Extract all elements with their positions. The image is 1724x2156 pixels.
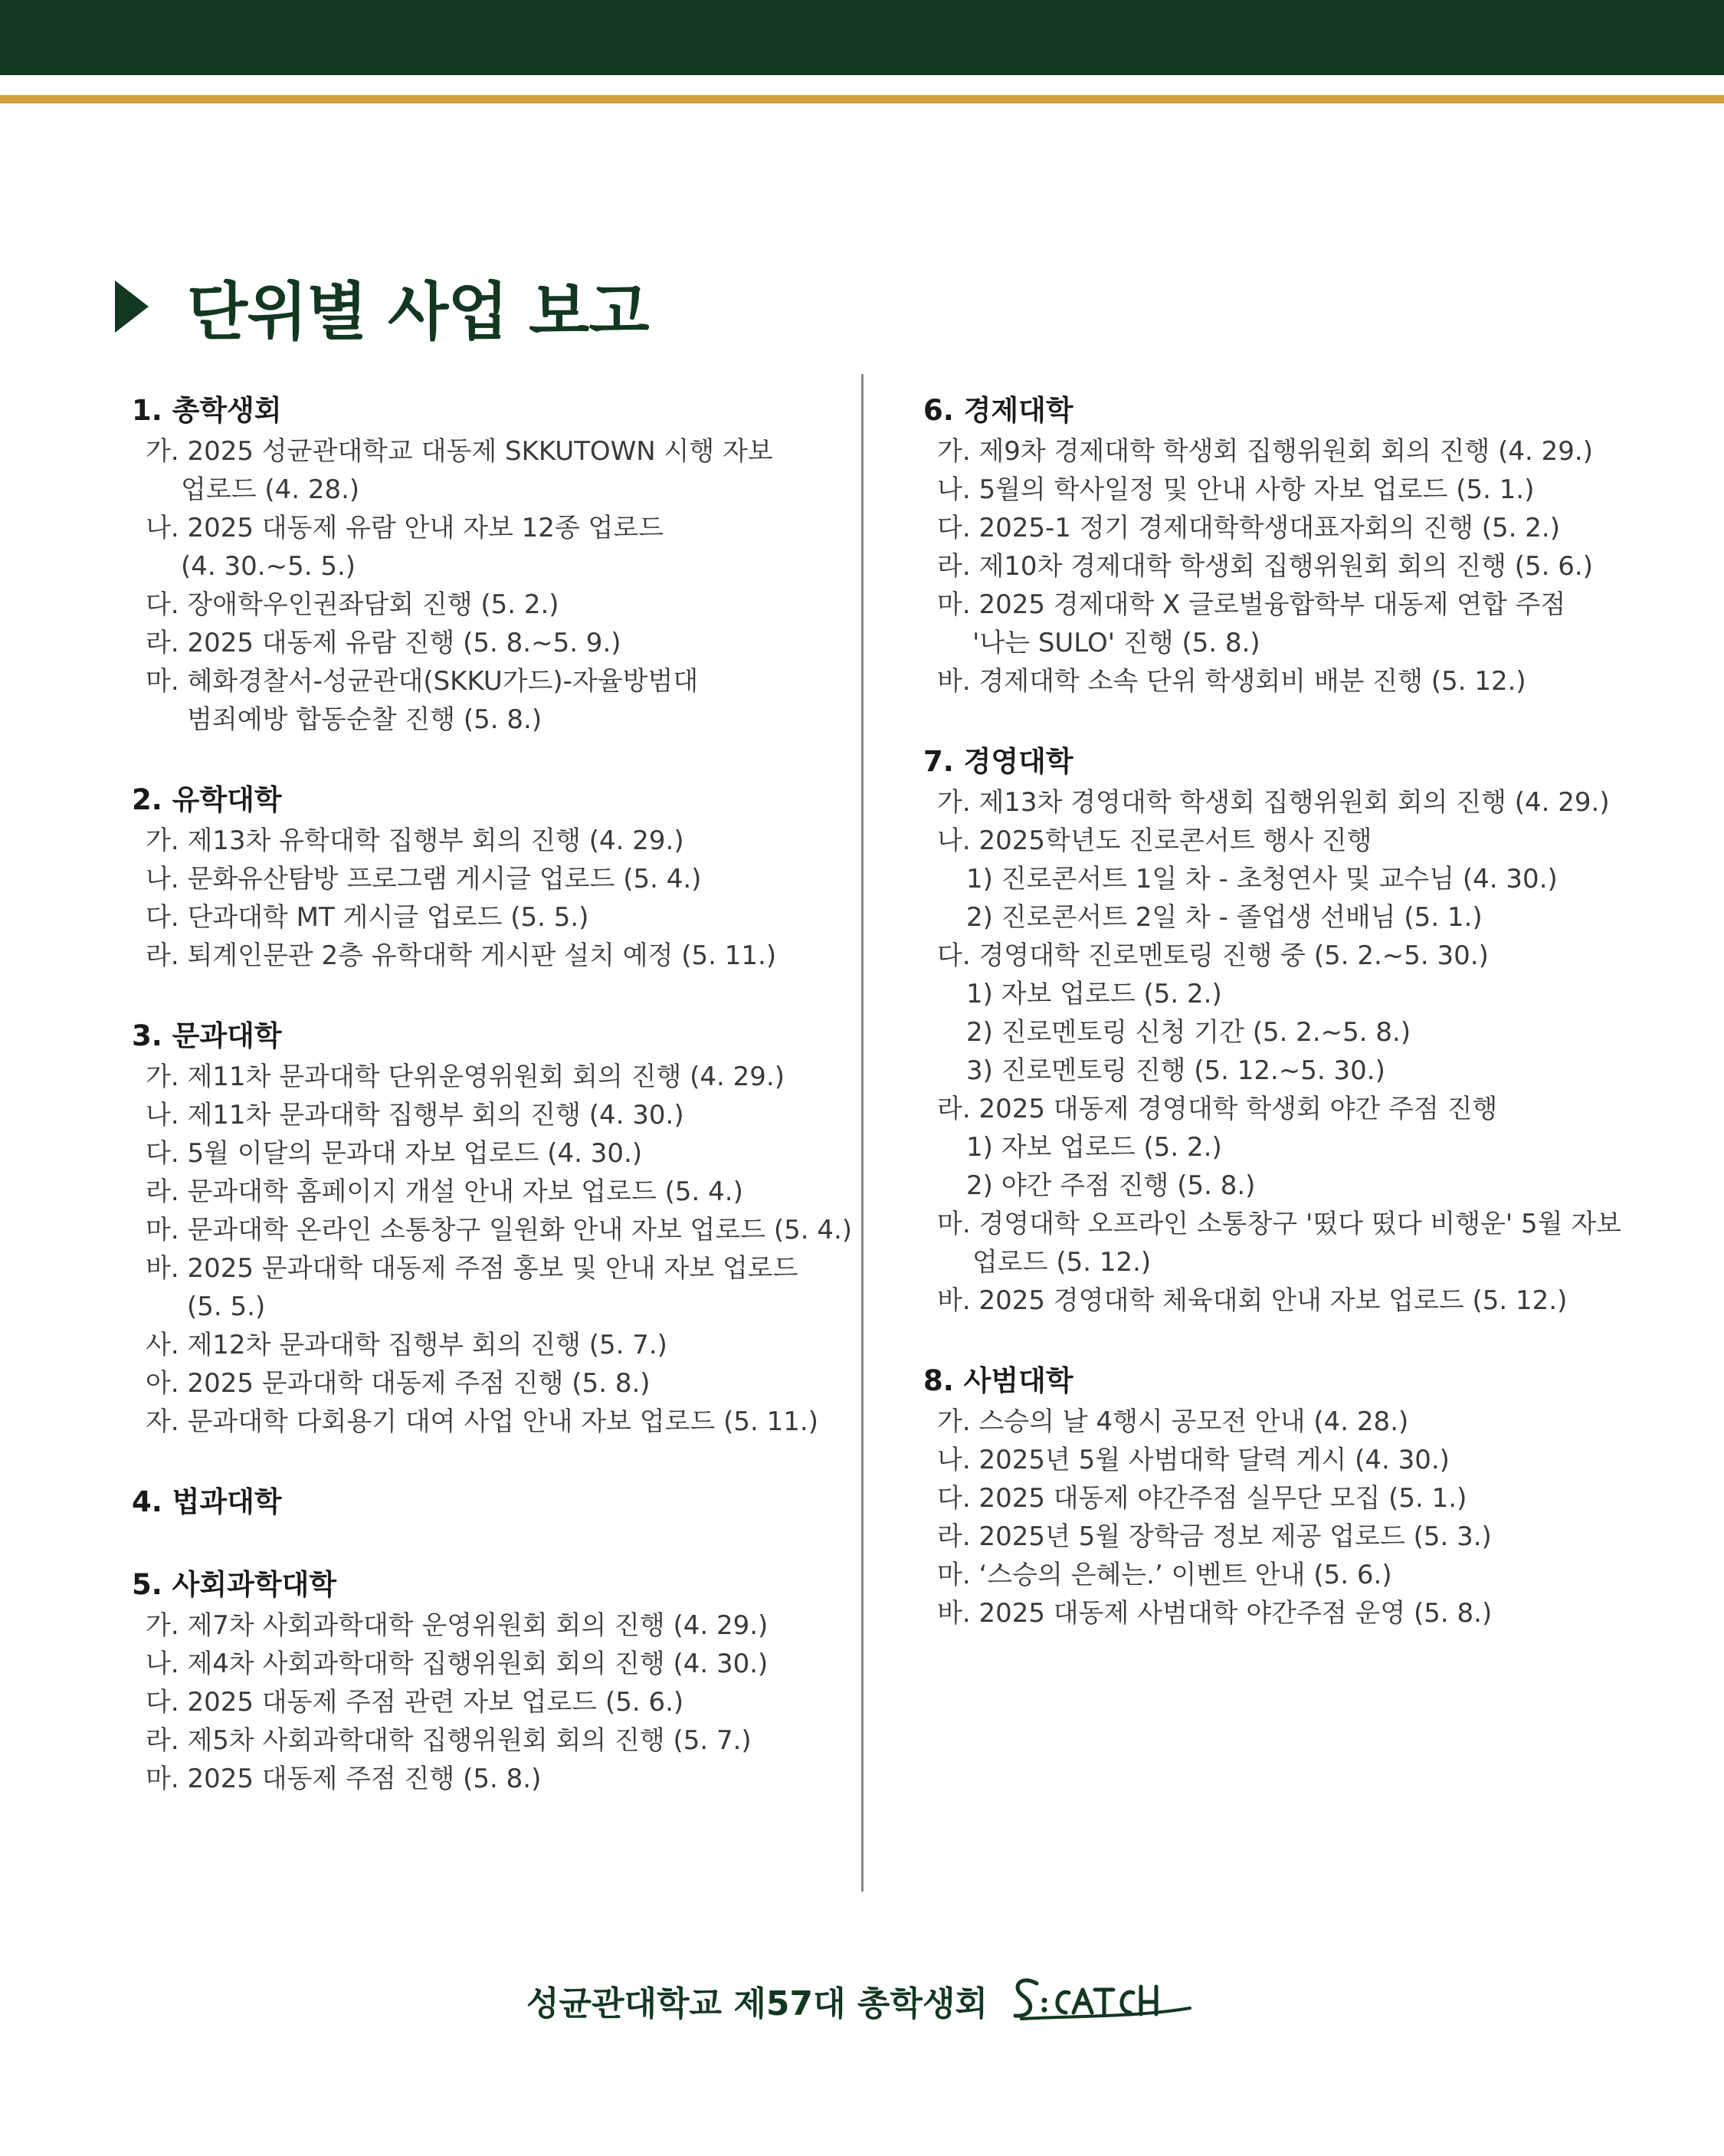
list-item: 나. 2025년 5월 사범대학 달력 게시 (4. 30.) (937, 1445, 1450, 1475)
list-item-continuation: 업로드 (4. 28.) (181, 474, 360, 505)
list-subitem: 1) 자보 업로드 (5. 2.) (966, 979, 1222, 1009)
list-item: 가. 제9차 경제대학 학생회 집행위원회 회의 진행 (4. 29.) (937, 436, 1593, 467)
section-economics (923, 389, 1697, 701)
right-column (923, 389, 1697, 1633)
list-item: 가. 2025 성균관대학교 대동제 SKKUTOWN 시행 자보 (146, 436, 773, 467)
section-title: 8. 사범대학 (923, 1364, 1073, 1397)
list-item: 가. 제13차 유학대학 집행부 회의 진행 (4. 29.) (146, 825, 684, 856)
page-heading (115, 261, 649, 353)
section-social-sciences (132, 1564, 852, 1798)
scatch-logo-icon (1006, 1970, 1198, 2031)
list-item: 바. 경제대학 소속 단위 학생회비 배분 진행 (5. 12.) (937, 666, 1526, 697)
list-item: 다. 5월 이달의 문과대 자보 업로드 (4. 30.) (146, 1138, 643, 1169)
list-item: 나. 2025 대동제 유람 안내 자보 12종 업로드 (146, 513, 664, 543)
list-subitem: 1) 자보 업로드 (5. 2.) (966, 1132, 1222, 1163)
list-item: 라. 제10차 경제대학 학생회 집행위원회 회의 진행 (5. 6.) (937, 551, 1593, 582)
section-title: 7. 경영대학 (923, 745, 1073, 778)
section-title: 2. 유학대학 (132, 783, 282, 816)
list-item: 바. 2025 문과대학 대동제 주점 홍보 및 안내 자보 업로드 (146, 1253, 798, 1284)
list-item: 마. ‘스승의 은혜는.’ 이벤트 안내 (5. 6.) (937, 1560, 1392, 1590)
list-item: 마. 혜화경찰서-성균관대(SKKU가드)-자율방범대 (146, 666, 699, 697)
column-divider (861, 374, 864, 1892)
list-item: 바. 2025 경영대학 체육대회 안내 자보 업로드 (5. 12.) (937, 1285, 1568, 1316)
list-item: 다. 장애학우인권좌담회 진행 (5. 2.) (146, 589, 559, 620)
list-item: 바. 2025 대동제 사범대학 야간주점 운영 (5. 8.) (937, 1598, 1493, 1629)
list-item: 다. 2025 대동제 주점 관련 자보 업로드 (5. 6.) (146, 1687, 684, 1718)
section-title: 5. 사회과학대학 (132, 1568, 337, 1601)
section-business (923, 740, 1697, 1320)
section-law (132, 1481, 852, 1524)
list-item-continuation: '나는 SULO' 진행 (5. 8.) (972, 628, 1260, 658)
list-item: 라. 2025 대동제 유람 진행 (5. 8.~5. 9.) (146, 628, 621, 658)
list-item: 가. 제11차 문과대학 단위운영위원회 회의 진행 (4. 29.) (146, 1062, 785, 1092)
list-item: 다. 단과대학 MT 게시글 업로드 (5. 5.) (146, 902, 589, 933)
gold-accent-line (0, 95, 1724, 103)
footer-org-name: 성균관대학교 제57대 총학생회 (526, 1984, 988, 2023)
list-item: 가. 스승의 날 4행시 공모전 안내 (4. 28.) (937, 1406, 1409, 1437)
list-item: 마. 문과대학 온라인 소통창구 일원화 안내 자보 업로드 (5. 4.) (146, 1215, 853, 1245)
page-title: 단위별 사업 보고 (187, 275, 649, 349)
list-item: 나. 문화유산탐방 프로그램 게시글 업로드 (5. 4.) (146, 864, 702, 894)
list-item: 다. 경영대학 진로멘토링 진행 중 (5. 2.~5. 30.) (937, 940, 1489, 971)
section-title: 3. 문과대학 (132, 1019, 282, 1052)
list-item: 나. 제11차 문과대학 집행부 회의 진행 (4. 30.) (146, 1100, 684, 1131)
list-item: 라. 제5차 사회과학대학 집행위원회 회의 진행 (5. 7.) (146, 1725, 752, 1756)
list-item: 라. 2025년 5월 장학금 정보 제공 업로드 (5. 3.) (937, 1521, 1492, 1552)
section-student-council (132, 389, 852, 739)
section-title: 1. 총학생회 (132, 394, 282, 427)
list-subitem: 3) 진로멘토링 진행 (5. 12.~5. 30.) (966, 1055, 1385, 1086)
list-item: 라. 2025 대동제 경영대학 학생회 야간 주점 진행 (937, 1094, 1498, 1124)
list-subitem: 2) 진로멘토링 신청 기간 (5. 2.~5. 8.) (966, 1017, 1411, 1048)
list-item: 마. 2025 대동제 주점 진행 (5. 8.) (146, 1764, 542, 1794)
list-item: 가. 제13차 경영대학 학생회 집행위원회 회의 진행 (4. 29.) (937, 787, 1610, 818)
list-item: 라. 문과대학 홈페이지 개설 안내 자보 업로드 (5. 4.) (146, 1176, 743, 1207)
list-item: 라. 퇴계인문관 2층 유학대학 게시판 설치 예정 (5. 11.) (146, 940, 777, 971)
list-item: 자. 문과대학 다회용기 대여 사업 안내 자보 업로드 (5. 11.) (146, 1406, 818, 1437)
section-title: 6. 경제대학 (923, 394, 1073, 427)
list-item: 다. 2025-1 정기 경제대학학생대표자회의 진행 (5. 2.) (937, 513, 1560, 543)
list-item: 마. 경영대학 오프라인 소통창구 '떴다 떴다 비행운' 5월 자보 (937, 1209, 1622, 1239)
list-subitem: 1) 진로콘서트 1일 차 - 초청연사 및 교수님 (4. 30.) (966, 864, 1558, 894)
list-item: 아. 2025 문과대학 대동제 주점 진행 (5. 8.) (146, 1368, 651, 1399)
left-column (132, 389, 852, 1798)
section-title: 4. 법과대학 (132, 1485, 282, 1518)
list-item-continuation: 범죄예방 합동순찰 진행 (5. 8.) (187, 704, 542, 735)
list-item: 가. 제7차 사회과학대학 운영위원회 회의 진행 (4. 29.) (146, 1610, 769, 1641)
list-item-continuation: 업로드 (5. 12.) (972, 1247, 1152, 1278)
list-item: 마. 2025 경제대학 X 글로벌융합학부 대동제 연합 주점 (937, 589, 1566, 620)
footer (0, 1966, 1724, 2035)
list-item: 나. 2025학년도 진로콘서트 행사 진행 (937, 825, 1372, 856)
list-item: 다. 2025 대동제 야간주점 실무단 모집 (5. 1.) (937, 1483, 1467, 1514)
list-item: 나. 제4차 사회과학대학 집행위원회 회의 진행 (4. 30.) (146, 1649, 769, 1679)
top-header-band (0, 0, 1724, 75)
section-liberal-arts (132, 1015, 852, 1441)
section-confucian-studies (132, 779, 852, 975)
list-item: 사. 제12차 문과대학 집행부 회의 진행 (5. 7.) (146, 1330, 667, 1360)
section-education (923, 1360, 1697, 1633)
list-subitem: 2) 진로콘서트 2일 차 - 졸업생 선배님 (5. 1.) (966, 902, 1483, 933)
list-item-continuation: (5. 5.) (187, 1291, 266, 1322)
list-item-continuation: (4. 30.~5. 5.) (181, 551, 356, 582)
list-subitem: 2) 야간 주점 진행 (5. 8.) (966, 1170, 1256, 1201)
triangle-bullet-icon (115, 281, 149, 333)
list-item: 나. 5월의 학사일정 및 안내 사항 자보 업로드 (5. 1.) (937, 474, 1535, 505)
